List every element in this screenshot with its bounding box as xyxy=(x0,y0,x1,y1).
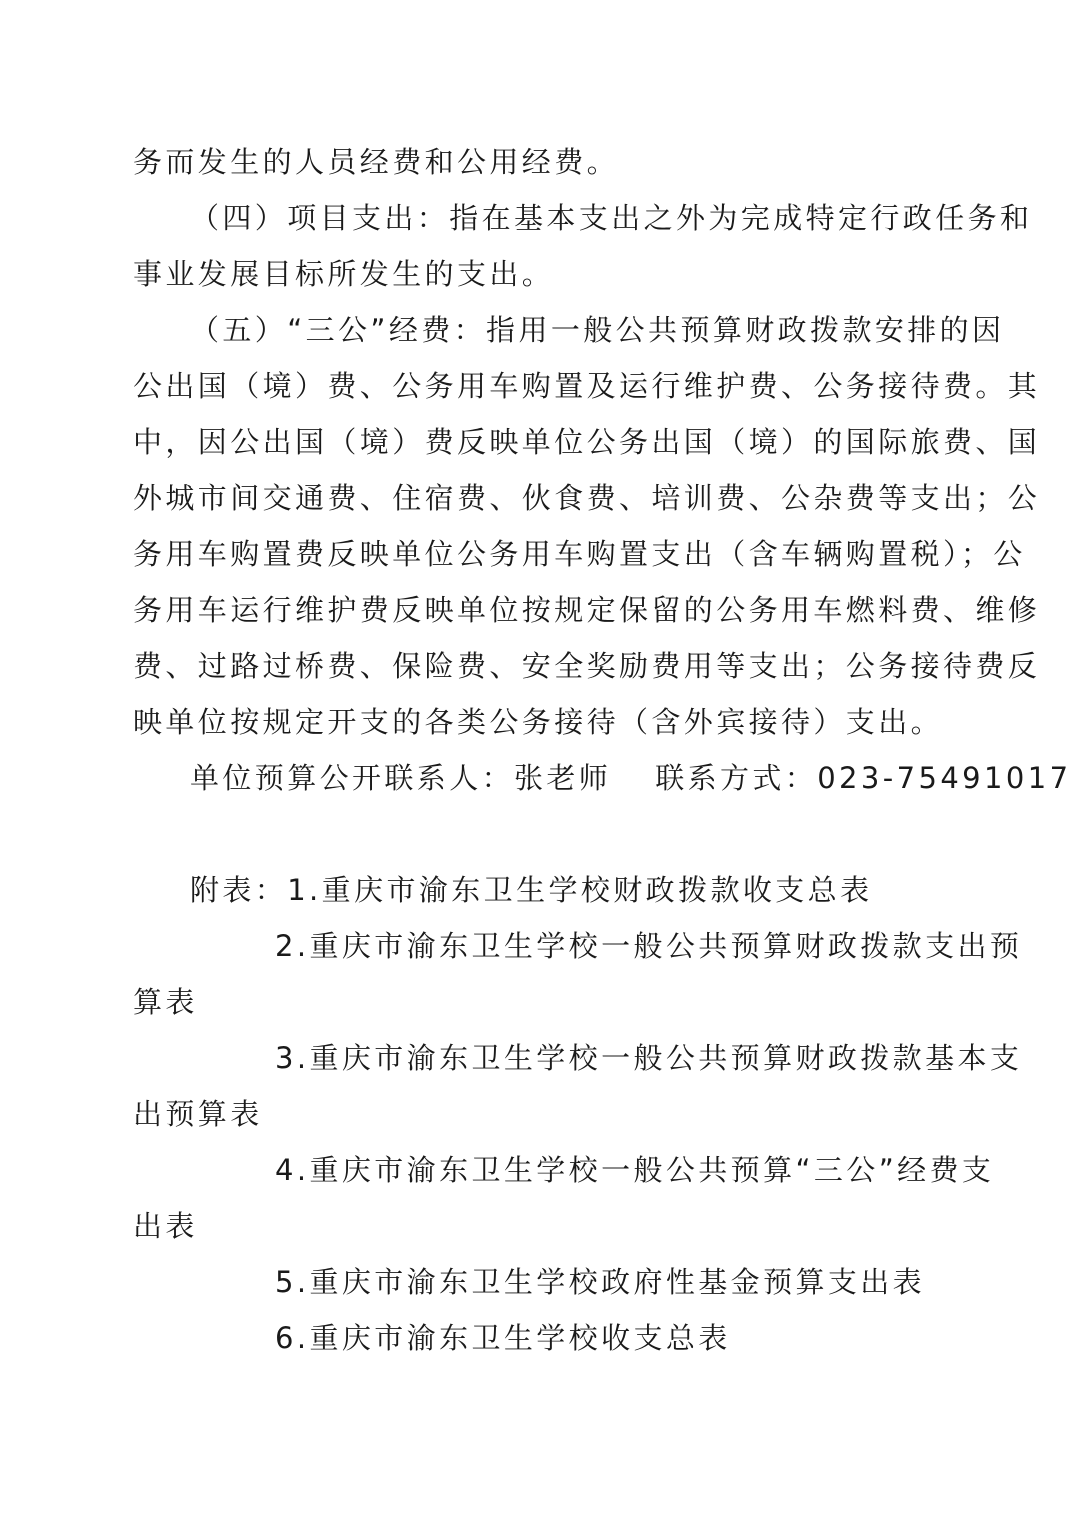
appendix-item-4: 4.重庆市渝东卫生学校一般公共预算“三公”经费支 xyxy=(275,1153,995,1187)
contact-line xyxy=(190,758,1072,798)
body-line: （四）项目支出：指在基本支出之外为完成特定行政任务和 xyxy=(190,201,1033,235)
body-line: 费、过路过桥费、保险费、安全奖励费用等支出；公务接待费反 xyxy=(133,649,1041,683)
body-line: 务用车运行维护费反映单位按规定保留的公务用车燃料费、维修 xyxy=(133,593,1041,627)
body-line: 务而发生的人员经费和公用经费。 xyxy=(133,145,620,179)
appendix-label: 附表： xyxy=(190,873,288,907)
appendix-item-2: 2.重庆市渝东卫生学校一般公共预算财政拨款支出预 xyxy=(275,929,1023,963)
appendix-item-4-cont: 出表 xyxy=(133,1209,198,1243)
body-line: 公出国（境）费、公务用车购置及运行维护费、公务接待费。其 xyxy=(133,369,1041,403)
appendix-item-5: 5.重庆市渝东卫生学校政府性基金预算支出表 xyxy=(275,1265,926,1299)
body-line: 中，因公出国（境）费反映单位公务出国（境）的国际旅费、国 xyxy=(133,425,1041,459)
body-line: 映单位按规定开支的各类公务接待（含外宾接待）支出。 xyxy=(133,705,944,739)
contact-person: 单位预算公开联系人：张老师 xyxy=(190,761,612,795)
appendix-item-3: 3.重庆市渝东卫生学校一般公共预算财政拨款基本支 xyxy=(275,1041,1023,1075)
appendix-item-6: 6.重庆市渝东卫生学校收支总表 xyxy=(275,1321,731,1355)
body-line: （五）“三公”经费：指用一般公共预算财政拨款安排的因 xyxy=(190,313,1005,347)
appendix-item-2-cont: 算表 xyxy=(133,985,198,1019)
body-line: 外城市间交通费、住宿费、伙食费、培训费、公杂费等支出；公 xyxy=(133,481,1041,515)
appendix-item-text: 1.重庆市渝东卫生学校财政拨款收支总表 xyxy=(287,873,873,907)
appendix-item-1 xyxy=(190,870,990,910)
body-line: 务用车购置费反映单位公务用车购置支出（含车辆购置税）；公 xyxy=(133,537,1026,571)
appendix-item-3-cont: 出预算表 xyxy=(133,1097,263,1131)
body-line: 事业发展目标所发生的支出。 xyxy=(133,257,555,291)
contact-method: 联系方式：023-75491017 xyxy=(655,761,1072,795)
